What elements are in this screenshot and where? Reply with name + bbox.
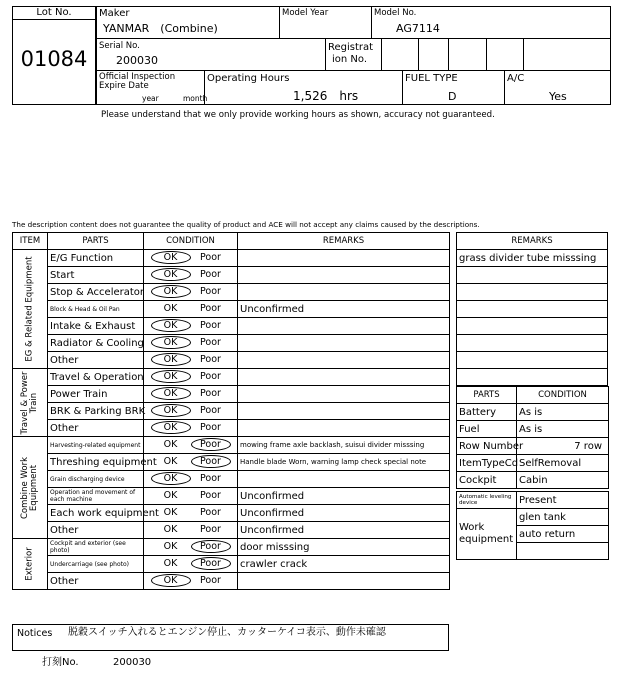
condition-option-poor: Poor xyxy=(200,320,221,331)
inspection-label-2: Expire Date xyxy=(99,81,149,91)
remark-cell xyxy=(238,471,450,488)
condition-row xyxy=(13,454,450,471)
work-equipment-label-line2: equipment xyxy=(459,534,514,545)
condition-option-poor: Poor xyxy=(200,252,221,263)
part-name: E/G Function xyxy=(48,250,144,267)
condition-row xyxy=(13,301,450,318)
hours-disclaimer: Please understand that we only provide working hours as shown, accuracy not guaranteed. xyxy=(101,110,495,120)
condition-table-body xyxy=(13,250,450,590)
maker-label: Maker xyxy=(99,8,130,19)
condition-row xyxy=(13,556,450,573)
condition-row xyxy=(13,505,450,522)
item-group-travel-power-train xyxy=(13,369,48,437)
remark-cell xyxy=(238,284,450,301)
work-equipment-label-line1: Work xyxy=(459,522,485,533)
item-group-title-line: EG & Related Equipment xyxy=(24,256,35,362)
condition-cell xyxy=(144,386,238,403)
spec-header-parts: PARTS xyxy=(457,387,517,404)
item-group-title xyxy=(21,456,39,518)
remark-cell xyxy=(238,267,450,284)
header-row1-bottom xyxy=(96,38,611,39)
condition-option-ok: OK xyxy=(163,439,178,450)
ac-value: Yes xyxy=(549,90,567,103)
condition-row xyxy=(13,369,450,386)
condition-option-ok: OK xyxy=(163,456,178,467)
item-group-title-line: Combine Work xyxy=(20,456,30,519)
condition-cell xyxy=(144,318,238,335)
condition-cell xyxy=(144,505,238,522)
condition-cell xyxy=(144,522,238,539)
spec-label: Fuel xyxy=(457,421,517,438)
condition-option-ok: OK xyxy=(163,302,178,314)
remark-cell: mowing frame axle backlash, suisui divider misssing xyxy=(238,437,450,454)
remark-cell xyxy=(238,352,450,369)
remarks-box-row xyxy=(457,267,608,284)
condition-cell xyxy=(144,471,238,488)
model-year-label: Model Year xyxy=(282,8,329,18)
spec-row-itemtypecd xyxy=(457,455,609,472)
remarks-box-header: REMARKS xyxy=(457,233,608,250)
remarks-box-row xyxy=(457,369,608,386)
condition-option-poor: Poor xyxy=(191,540,231,553)
model-no-value: AG7114 xyxy=(396,22,440,35)
item-group-combine-work-equipment xyxy=(13,437,48,539)
part-name: Stop & Accelerator xyxy=(48,284,144,301)
work-equipment-label xyxy=(457,509,517,560)
condition-option-poor: Poor xyxy=(200,575,221,586)
header-row2-bottom xyxy=(96,70,611,71)
part-name: Harvesting-related equipment xyxy=(48,437,144,454)
part-name: Other xyxy=(48,522,144,539)
divider-reg-cell5 xyxy=(523,38,524,70)
condition-cell xyxy=(144,454,238,471)
part-name: Each work equipment xyxy=(48,505,144,522)
description-disclaimer: The description content does not guarantee the quality of product and ACE will not accept any claims caused by the descriptions. xyxy=(12,220,480,229)
condition-option-poor: Poor xyxy=(200,489,221,501)
part-name: Intake & Exhaust xyxy=(48,318,144,335)
registration-label-2: ion No. xyxy=(332,54,368,65)
divider-reg-cell4 xyxy=(486,38,487,70)
spec-row-row-number xyxy=(457,438,609,455)
condition-cell xyxy=(144,369,238,386)
condition-option-ok: OK xyxy=(151,387,191,400)
condition-cell xyxy=(144,352,238,369)
condition-cell xyxy=(144,250,238,267)
part-name: Threshing equipment xyxy=(48,454,144,471)
condition-option-ok: OK xyxy=(151,370,191,383)
remarks-box-line: grass divider tube misssing xyxy=(457,250,608,267)
serial-no-value: 200030 xyxy=(116,54,158,67)
spec-label: Row Number xyxy=(457,438,517,455)
remark-cell xyxy=(238,386,450,403)
condition-row xyxy=(13,403,450,420)
header-condition: CONDITION xyxy=(144,233,238,250)
condition-option-ok: OK xyxy=(163,523,178,535)
condition-row xyxy=(13,539,450,556)
condition-option-ok: OK xyxy=(151,472,191,485)
remark-cell xyxy=(238,403,450,420)
item-group-title xyxy=(26,256,35,361)
spec-value: As is xyxy=(517,404,609,421)
condition-option-ok: OK xyxy=(151,319,191,332)
condition-row xyxy=(13,318,450,335)
spec-value: Cabin xyxy=(517,472,609,489)
divider-model-no xyxy=(371,6,372,38)
divider-fuel-type xyxy=(402,70,403,105)
spec-row-cockpit xyxy=(457,472,609,489)
remarks-box-line xyxy=(457,267,608,284)
lot-no-label: Lot No. xyxy=(36,7,72,18)
notices-label: Notices xyxy=(17,628,53,639)
condition-row xyxy=(13,573,450,590)
year-label: year xyxy=(142,94,159,103)
work-equipment-table xyxy=(456,491,609,560)
fuel-type-value: D xyxy=(448,90,457,103)
part-name: Other xyxy=(48,573,144,590)
condition-option-poor: Poor xyxy=(191,455,231,468)
remark-cell: door misssing xyxy=(238,539,450,556)
item-group-title-line: Train xyxy=(29,392,39,413)
remark-cell: Unconfirmed xyxy=(238,301,450,318)
remark-cell: Unconfirmed xyxy=(238,488,450,505)
remark-cell: crawler crack xyxy=(238,556,450,573)
condition-option-poor: Poor xyxy=(191,557,231,570)
inspection-label-1: Official Inspection xyxy=(99,72,176,82)
condition-cell xyxy=(144,539,238,556)
condition-cell xyxy=(144,437,238,454)
condition-cell xyxy=(144,556,238,573)
serial-no-label: Serial No. xyxy=(99,41,140,51)
condition-option-ok: OK xyxy=(163,506,178,518)
remarks-box-row xyxy=(457,335,608,352)
divider-ac xyxy=(504,70,505,105)
auto-leveling-value: Present xyxy=(517,492,609,509)
stamp-label: 打刻No. xyxy=(42,657,79,668)
condition-row xyxy=(13,522,450,539)
remarks-box-line xyxy=(457,369,608,386)
condition-row xyxy=(13,267,450,284)
condition-option-poor: Poor xyxy=(200,473,221,484)
condition-row xyxy=(13,352,450,369)
condition-cell xyxy=(144,488,238,505)
part-name: Block & Head & Oil Pan xyxy=(48,301,144,318)
work-equipment-value-3 xyxy=(517,543,609,560)
condition-cell xyxy=(144,573,238,590)
remark-cell xyxy=(238,420,450,437)
remarks-box-row xyxy=(457,318,608,335)
remarks-box-line xyxy=(457,284,608,301)
item-group-eg-related-equipment xyxy=(13,250,48,369)
remarks-box-line xyxy=(457,352,608,369)
remark-cell xyxy=(238,318,450,335)
divider-model-year xyxy=(279,6,280,38)
remark-cell xyxy=(238,250,450,267)
condition-option-ok: OK xyxy=(163,489,178,501)
part-name: Grain discharging device xyxy=(48,471,144,488)
remarks-box-row xyxy=(457,284,608,301)
condition-row xyxy=(13,437,450,454)
part-name: Power Train xyxy=(48,386,144,403)
remark-cell xyxy=(238,369,450,386)
remark-cell xyxy=(238,335,450,352)
remarks-box xyxy=(456,232,608,386)
spec-label: Cockpit xyxy=(457,472,517,489)
item-group-exterior xyxy=(13,539,48,590)
lot-no-divider xyxy=(12,19,96,20)
work-equipment-value-2: auto return xyxy=(517,526,609,543)
lot-no-value: 01084 xyxy=(20,47,88,71)
condition-option-poor: Poor xyxy=(200,405,221,416)
spec-row-fuel xyxy=(457,421,609,438)
fuel-type-label: FUEL TYPE xyxy=(405,73,458,84)
condition-row xyxy=(13,284,450,301)
condition-row xyxy=(13,335,450,352)
condition-option-ok: OK xyxy=(151,574,191,587)
divider-reg-cell3 xyxy=(448,38,449,70)
part-name: Travel & Operation xyxy=(48,369,144,386)
condition-cell xyxy=(144,420,238,437)
divider-registration xyxy=(325,38,326,70)
spec-value: 7 row xyxy=(517,438,609,455)
condition-cell xyxy=(144,267,238,284)
spec-label: Battery xyxy=(457,404,517,421)
condition-option-poor: Poor xyxy=(200,354,221,365)
condition-option-poor: Poor xyxy=(200,337,221,348)
operating-hours-label: Operating Hours xyxy=(207,73,290,84)
condition-option-poor: Poor xyxy=(200,302,221,314)
operating-hours-value: 1,526 hrs xyxy=(293,89,359,103)
header-remarks: REMARKS xyxy=(238,233,450,250)
condition-option-poor: Poor xyxy=(200,371,221,382)
condition-option-poor: Poor xyxy=(200,523,221,535)
condition-option-poor: Poor xyxy=(200,506,221,518)
stamp-value: 200030 xyxy=(113,657,152,668)
condition-row xyxy=(13,488,450,505)
condition-option-ok: OK xyxy=(151,404,191,417)
remark-cell: Unconfirmed xyxy=(238,505,450,522)
condition-cell xyxy=(144,284,238,301)
spec-label: ItemTypeCd xyxy=(457,455,517,472)
condition-row xyxy=(13,250,450,267)
item-group-title-line: Travel & Power xyxy=(20,371,30,434)
item-group-title xyxy=(21,371,39,434)
item-group-title-line: Equipment xyxy=(29,464,39,511)
ac-label: A/C xyxy=(507,73,525,84)
condition-option-poor: Poor xyxy=(200,269,221,280)
remark-cell: Unconfirmed xyxy=(238,522,450,539)
header-item: ITEM xyxy=(13,233,48,250)
part-name: Other xyxy=(48,420,144,437)
part-name: Cockpit and exterior (see photo) xyxy=(48,539,144,556)
condition-cell xyxy=(144,335,238,352)
remarks-box-row xyxy=(457,352,608,369)
part-name: Operation and movement of each machine xyxy=(48,488,144,505)
condition-option-ok: OK xyxy=(163,558,178,569)
month-label: month xyxy=(183,94,208,103)
maker-value: YANMAR (Combine) xyxy=(103,22,218,35)
divider-reg-cell1 xyxy=(381,38,382,70)
remarks-box-body xyxy=(457,250,608,386)
registration-label-1: Registrat xyxy=(328,42,374,53)
part-name: Radiator & Cooling xyxy=(48,335,144,352)
remarks-box-row xyxy=(457,301,608,318)
condition-row xyxy=(13,386,450,403)
divider-reg-cell2 xyxy=(418,38,419,70)
header-parts: PARTS xyxy=(48,233,144,250)
model-no-label: Model No. xyxy=(374,8,417,18)
condition-option-ok: OK xyxy=(163,541,178,552)
spec-table-body xyxy=(457,404,609,489)
part-name: BRK & Parking BRK xyxy=(48,403,144,420)
condition-option-ok: OK xyxy=(151,251,191,264)
spec-table xyxy=(456,386,609,489)
item-group-title xyxy=(26,547,35,581)
part-name: Start xyxy=(48,267,144,284)
remarks-box-line xyxy=(457,335,608,352)
part-name: Other xyxy=(48,352,144,369)
condition-cell xyxy=(144,301,238,318)
condition-option-ok: OK xyxy=(151,353,191,366)
condition-option-ok: OK xyxy=(151,421,191,434)
condition-option-ok: OK xyxy=(151,268,191,281)
condition-cell xyxy=(144,403,238,420)
condition-row xyxy=(13,420,450,437)
spec-row-battery xyxy=(457,404,609,421)
condition-option-poor: Poor xyxy=(200,286,221,297)
condition-row xyxy=(13,471,450,488)
condition-option-poor: Poor xyxy=(200,388,221,399)
part-name: Undercarriage (see photo) xyxy=(48,556,144,573)
condition-option-ok: OK xyxy=(151,285,191,298)
remarks-box-row xyxy=(457,250,608,267)
condition-option-poor: Poor xyxy=(191,438,231,451)
remark-cell xyxy=(238,573,450,590)
remark-cell: Handle blade Worn, warning lamp check special note xyxy=(238,454,450,471)
item-group-title-line: Exterior xyxy=(24,547,35,581)
work-equipment-value-1: glen tank xyxy=(517,509,609,526)
remarks-box-line xyxy=(457,318,608,335)
spec-value: SelfRemoval xyxy=(517,455,609,472)
spec-value: As is xyxy=(517,421,609,438)
condition-table xyxy=(12,232,450,590)
condition-option-poor: Poor xyxy=(200,422,221,433)
remarks-box-line xyxy=(457,301,608,318)
spec-header-condition: CONDITION xyxy=(517,387,609,404)
condition-option-ok: OK xyxy=(151,336,191,349)
notices-text: 脱穀スイッチ入れるとエンジン停止、カッターケイコ表示、動作未確認 xyxy=(68,627,386,638)
auto-leveling-label: Automatic leveling device xyxy=(457,492,517,509)
